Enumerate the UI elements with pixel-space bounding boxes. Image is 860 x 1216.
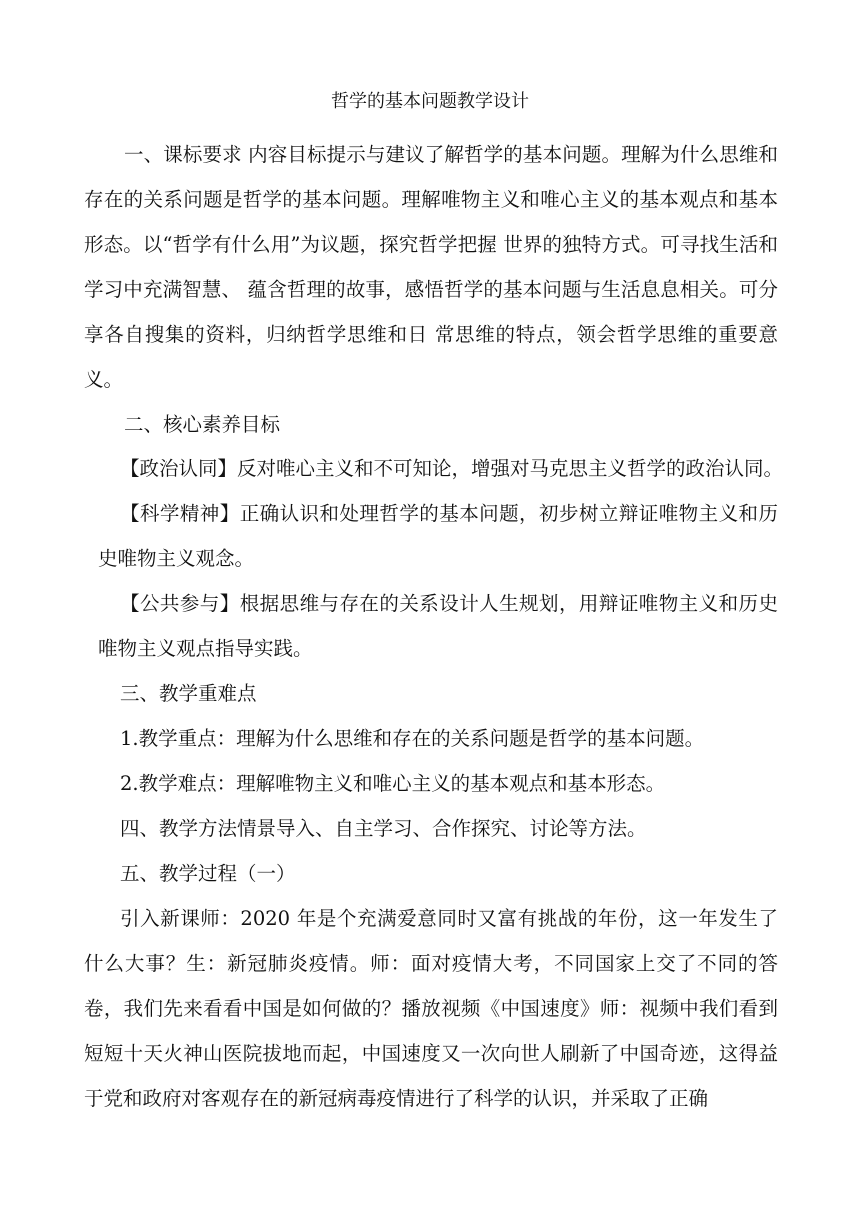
public-participation-paragraph: 【公共参与】根据思维与存在的关系设计人生规划，用辩证唯物主义和历史唯物主义观点指导实践。: [98, 592, 778, 660]
document-title: 哲学的基本问题教学设计: [331, 91, 529, 112]
political-identity-paragraph: 【政治认同】反对唯心主义和不可知论，增强对马克思主义哲学的政治认同。: [120, 457, 784, 480]
core-literacy-heading: 二、核心素养目标: [124, 413, 281, 436]
teaching-methods-paragraph: 四、教学方法情景导入、自主学习、合作探究、讨论等方法。: [120, 817, 647, 840]
key-difficult-points-heading: 三、教学重难点: [120, 682, 257, 705]
scientific-spirit-paragraph: 【科学精神】正确认识和处理哲学的基本问题，初步树立辩证唯物主义和历史唯物主义观念。: [98, 502, 778, 570]
teaching-process-heading: 五、教学过程（一）: [120, 862, 296, 885]
difficult-point-item: 2.教学难点：理解唯物主义和唯心主义的基本观点和基本形态。: [120, 772, 666, 795]
teaching-process-paragraph: 引入新课师：2020 年是个充满爱意同时又富有挑战的年份，这一年发生了什么大事？生：新冠肺炎疫情。师：面对疫情大考，不同国家上交了不同的答卷，我们先来看看中国是如何做的？播放视频《中国速度》师：视频中我们看到短短十天火神山医院拔地而起，中国速度又一次向世人刷新了中国奇迹，这得益于党和政府对客观存在的新冠病毒疫情进行了科学的认识，并采取了正确: [84, 907, 778, 1110]
key-point-item: 1.教学重点：理解为什么思维和存在的关系问题是哲学的基本问题。: [120, 727, 705, 750]
curriculum-requirements-paragraph: 一、课标要求 内容目标提示与建议了解哲学的基本问题。理解为什么思维和存在的关系问题是哲学的基本问题。理解唯物主义和唯心主义的基本观点和基本形态。以“哲学有什么用”为议题，探究哲学把握 世界的独特方式。可寻找生活和学习中充满智慧、 蕴含哲理的故事，感悟哲学的基本问题与生活息息相关。可分享各自搜集的资料，归纳哲学思维和日 常思维的特点，领会哲学思维的重要意义。: [84, 143, 778, 391]
